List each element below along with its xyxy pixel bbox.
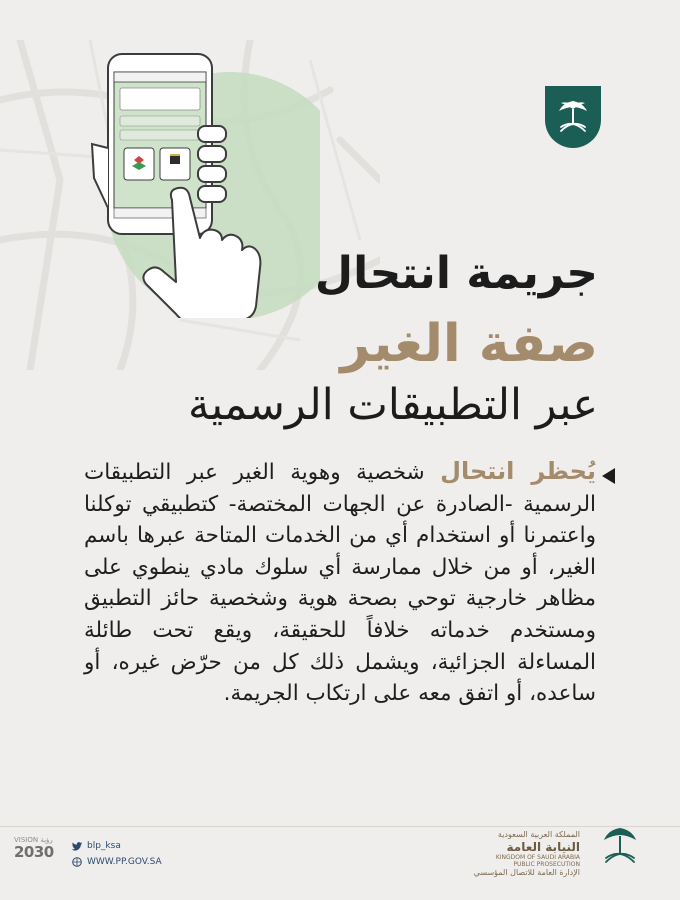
body-text: شخصية وهوية الغير عبر التطبيقات الرسمية -الصادرة عن الجهات المختصة- كتطبيقي توكلنا واعتمرنا أو استخدام أي من الخدمات المتاحة عبرها باسم الغير، أو من خلال ممارسة أي سلوك مادي ينطوي على مظاهر خارجية توحي بصحة هوية وشخصية حائز التطبيق ومستخدم خدماته خلافاً للحقيقة، ويقع تحت طائلة المساءلة الجزائية، ويشمل ذلك كل من حرّض غيره، أو ساعده، أو اتفق معه على ارتكاب الجريمة. [84, 460, 596, 707]
heading-line-3: عبر التطبيقات الرسمية [188, 380, 598, 430]
twitter-icon [72, 842, 82, 851]
org-english-1: KINGDOM OF SAUDI ARABIA [495, 854, 580, 861]
org-name: النيابة العامة [506, 840, 580, 854]
globe-icon [72, 857, 82, 867]
footer-divider [0, 826, 680, 827]
footer-org-text [470, 830, 580, 878]
phone-hand-illustration [80, 48, 320, 318]
palm-swords-icon [556, 97, 590, 137]
twitter-handle: blp_ksa [87, 841, 121, 851]
bullet-arrow-icon [602, 468, 615, 484]
org-department: الإدارة العامة للاتصال المؤسسي [473, 868, 580, 877]
org-english-2: PUBLIC PROSECUTION [513, 861, 580, 868]
public-prosecution-logo [590, 826, 650, 870]
emblem-badge [545, 86, 601, 148]
vision-2030-logo [14, 836, 60, 870]
website-link[interactable] [72, 854, 162, 870]
body-lead: يُحظر انتحال [440, 457, 596, 485]
body-paragraph [84, 456, 596, 710]
social-links [72, 838, 162, 870]
heading-line-2: صفة الغير [340, 314, 598, 374]
twitter-link[interactable] [72, 838, 162, 854]
heading-line-1: جريمة انتحال [314, 248, 598, 299]
vision-label: VISION رؤية [14, 836, 53, 844]
vision-year: 2030 [14, 843, 54, 861]
website-url: WWW.PP.GOV.SA [87, 857, 162, 867]
org-country: المملكة العربية السعودية [497, 830, 580, 839]
